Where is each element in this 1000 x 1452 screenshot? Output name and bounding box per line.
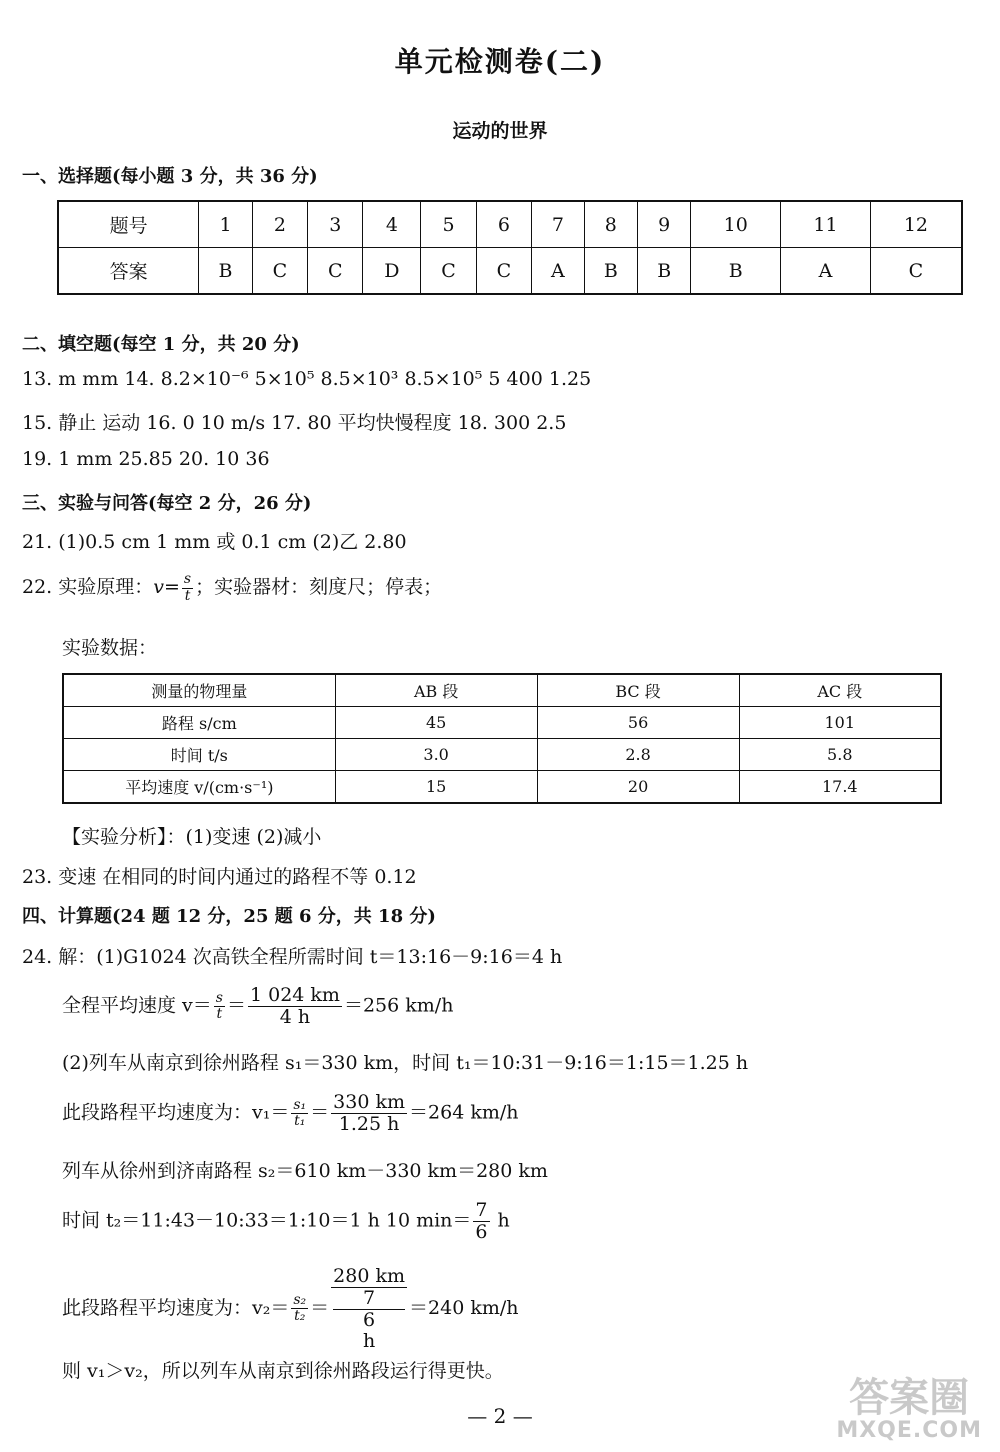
text: ＝ [310,1101,330,1124]
fraction-numerator: s₂ [293,1291,307,1308]
answer-line-21: 21. (1)0.5 cm 1 mm 或 0.1 cm (2)乙 2.80 [22,531,407,553]
text: ＝ [226,994,246,1017]
text: h [491,1209,510,1232]
table-header-cell: 测量的物理量 [63,674,335,707]
table-cell: 45 [335,707,537,739]
table-row [58,248,962,295]
table-cell: 10 [691,201,781,248]
table-cell: 7 [532,201,585,248]
fraction-numerator: 280 km [333,1265,406,1287]
table-header-cell: AB 段 [335,674,537,707]
formula-lhs: v= [153,576,180,598]
table-cell: B [638,248,691,295]
solution-line-1: 24. 解：(1)G1024 次高铁全程所需时间 t＝13:16－9:16＝4 h [22,946,563,968]
fraction-denominator: 6 [363,1308,376,1331]
answer-line-15: 15. 静止 运动 16. 0 10 m/s 17. 80 平均快慢程度 18. 300 2.5 [22,412,567,434]
table-cell: 时间 t/s [63,739,335,771]
fraction-numerator: 7 [475,1199,488,1221]
fraction-denominator: t [184,587,191,604]
answer-line-19: 19. 1 mm 25.85 20. 10 36 [22,448,270,470]
table-cell: 路程 s/cm [63,707,335,739]
table-cell: 3 [308,201,363,248]
text: 22. 实验原理： [22,576,154,598]
table-cell: 平均速度 v/(cm·s⁻¹) [63,771,335,804]
fraction-numerator: 330 km [333,1091,406,1113]
table-cell: 3.0 [335,739,537,771]
page-subtitle: 运动的世界 [452,120,548,142]
table-cell: D [363,248,421,295]
table-cell: B [199,248,252,295]
table-cell: 15 [335,771,537,804]
table-cell: A [781,248,871,295]
table-header-cell: 答案 [58,248,199,295]
table-cell: 17.4 [739,771,941,804]
table-cell: B [584,248,637,295]
fraction [473,1200,489,1243]
text: ＝240 km/h [409,1296,519,1319]
text: 全程平均速度 v＝ [62,994,212,1017]
solution-line-8: 则 v₁＞v₂，所以列车从南京到徐州路段运行得更快。 [62,1360,504,1382]
table-cell: B [691,248,781,295]
solution-line-2 [62,985,453,1028]
table-header-cell: BC 段 [537,674,739,707]
fraction [331,1092,407,1135]
table-cell: 2.8 [537,739,739,771]
table-cell: 5 [421,201,476,248]
fraction-denominator: 1.25 h [338,1112,400,1135]
table-row [63,771,941,804]
table-cell: 12 [870,201,962,248]
text: ＝264 km/h [409,1101,519,1124]
fraction-denominator: t₁ [294,1112,306,1129]
table-cell: C [252,248,307,295]
solution-line-6 [62,1200,510,1243]
fraction-denominator: t₂ [294,1308,306,1325]
table-cell: 8 [584,201,637,248]
fraction-numerator: 7 [333,1288,405,1310]
table-cell: 2 [252,201,307,248]
fraction-numerator: s [183,571,192,588]
answer-line-13: 13. m mm 14. 8.2×10⁻⁶ 5×10⁵ 8.5×10³ 8.5×10⁵ 5 400 1.25 [22,368,592,390]
table-row [58,201,962,248]
fraction [291,1293,308,1325]
text: h [362,1329,376,1352]
solution-line-5: 列车从徐州到济南路程 s₂＝610 km－330 km＝280 km [62,1160,548,1182]
fraction-numerator: s₁ [293,1096,307,1113]
section-heading-experiment: 三、实验与问答(每空 2 分，26 分) [22,493,312,514]
fraction-denominator: t [216,1005,223,1022]
text: ＝256 km/h [343,994,454,1017]
fraction-numerator: s [215,989,223,1006]
page-number: — 2 — [467,1404,533,1428]
table-cell: 56 [537,707,739,739]
table-header-cell: 题号 [58,201,199,248]
table-cell: 1 [199,201,252,248]
choice-answer-table [57,200,963,295]
fraction [333,1288,405,1331]
section-heading-choice: 一、选择题(每小题 3 分，共 36 分) [22,166,318,187]
experiment-analysis: 【实验分析】：(1)变速 (2)减小 [62,826,322,848]
fraction [331,1266,407,1352]
section-heading-fill: 二、填空题(每空 1 分，共 20 分) [22,334,300,355]
solution-line-7 [62,1266,519,1352]
table-cell: 9 [638,201,691,248]
page-title: 单元检测卷(二) [394,45,606,78]
fraction-denominator [331,1288,407,1352]
fraction-numerator: 1 024 km [249,984,340,1006]
solution-line-3: (2)列车从南京到徐州路程 s₁＝330 km，时间 t₁＝10:31－9:16＝1:15＝1.25 h [62,1052,749,1074]
text: ；实验器材：刻度尺；停表； [195,576,443,598]
table-header-cell: AC 段 [739,674,941,707]
fraction [291,1098,308,1130]
answer-line-23: 23. 变速 在相同的时间内通过的路程不等 0.12 [22,866,417,888]
table-cell: C [308,248,363,295]
experiment-data-table [62,673,942,804]
table-row [63,674,941,707]
watermark-url: MXQE.COM [836,1418,982,1443]
table-cell: C [870,248,962,295]
fraction [182,572,193,604]
answer-line-22 [22,572,442,604]
table-row [63,739,941,771]
data-label: 实验数据： [62,637,158,659]
table-cell: 101 [739,707,941,739]
fraction [214,991,225,1023]
table-row [63,707,941,739]
watermark-logo [836,1375,982,1443]
table-cell: 4 [363,201,421,248]
solution-line-4 [62,1092,519,1135]
watermark-text: 答案圈 [849,1375,970,1421]
text: ＝ [310,1296,330,1319]
table-cell: C [476,248,531,295]
fraction-denominator: 6 [475,1220,488,1243]
fraction [248,985,342,1028]
table-cell: 20 [537,771,739,804]
text: 时间 t₂＝11:43－10:33＝1:10＝1 h 10 min＝ [62,1209,472,1232]
table-cell: A [532,248,585,295]
section-heading-calc: 四、计算题(24 题 12 分，25 题 6 分，共 18 分) [22,906,436,927]
table-cell: 6 [476,201,531,248]
fraction-denominator: 4 h [279,1005,311,1028]
table-cell: 5.8 [739,739,941,771]
table-cell: 11 [781,201,871,248]
text: 此段路程平均速度为：v₁＝ [62,1101,290,1124]
table-cell: C [421,248,476,295]
text: 此段路程平均速度为：v₂＝ [62,1296,290,1319]
